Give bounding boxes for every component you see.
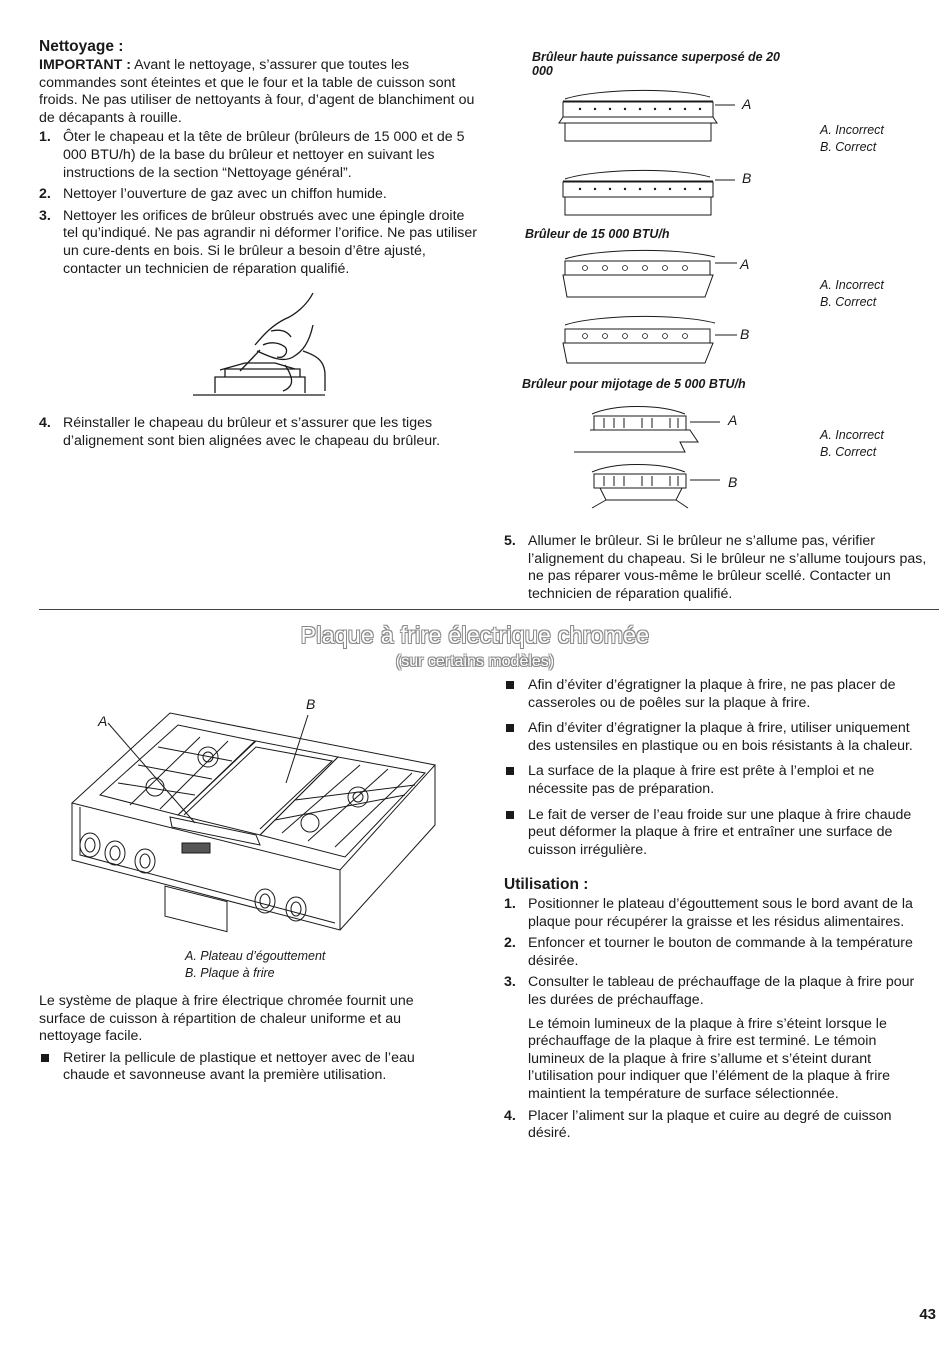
step-text: Ôter le chapeau et la tête de brûleur (brûleurs de 15 000 et de 5 000 BTU/h) de la base du brûleur et nettoyer en suivant les instructions de la section “Nettoyage général”. — [63, 129, 465, 181]
list-item — [504, 974, 936, 1103]
griddle-figure-caption — [185, 948, 325, 982]
burner-15000-legend — [820, 277, 884, 311]
list-item — [39, 1050, 449, 1085]
bullet-text: Afin d’éviter d’égratigner la plaque à frire, ne pas placer de casseroles ou de poêles sur la plaque à frire. — [528, 677, 896, 711]
step-number: 2. — [504, 935, 516, 952]
legend-incorrect: A. Incorrect — [820, 278, 884, 292]
step-number: 3. — [39, 207, 51, 224]
page-number: 43 — [919, 1306, 936, 1323]
legend-correct: B. Correct — [820, 140, 877, 154]
important-label: IMPORTANT : — [39, 57, 131, 73]
burner-20000-label-a: A — [742, 96, 752, 112]
cleaning-step-4 — [39, 415, 479, 454]
list-item — [504, 935, 936, 970]
cleaning-step-5 — [504, 533, 929, 607]
caption-griddle: B. Plaque à frire — [185, 966, 275, 980]
nettoyage-section — [39, 38, 479, 282]
burner-15000-label-a: A — [740, 256, 750, 272]
step-number: 1. — [39, 129, 51, 146]
burner-15000-label-b: B — [740, 326, 750, 342]
utilisation-section — [504, 876, 936, 1147]
list-item — [39, 208, 479, 278]
burner-5000-title: Brûleur pour mijotage de 5 000 BTU/h — [522, 377, 746, 391]
list-item — [39, 186, 479, 204]
legend-correct: B. Correct — [820, 295, 877, 309]
step-text: Allumer le brûleur. Si le brûleur ne s’allume pas, vérifier l’alignement du chapeau. Si le brûleur ne s’allume toujours pas, ne pas réparer vous-même le brûleur scellé. Contacter un technicien de réparation qualifié. — [528, 533, 927, 602]
burner-15000-title: Brûleur de 15 000 BTU/h — [525, 227, 670, 241]
burner-15000-diagram — [555, 245, 755, 375]
burner-5000-label-b: B — [728, 474, 738, 490]
step-text: Consulter le tableau de préchauffage de la plaque à frire pour les durées de préchauffage. — [528, 974, 915, 1008]
important-text: Avant le nettoyage, s’assurer que toutes les commandes sont éteintes et que le four et la table de cuisson sont froids. Ne pas utiliser de nettoyants à four, d’agent de blanchiment ou de décapants à rouille. — [39, 57, 475, 126]
list-item — [504, 896, 936, 931]
list-item — [39, 129, 479, 182]
list-item — [39, 415, 479, 450]
legend-incorrect: A. Incorrect — [820, 123, 884, 137]
step-text: Réinstaller le chapeau du brûleur et s’assurer que les tiges d’alignement sont bien alignées avec le chapeau du brûleur. — [63, 415, 441, 449]
section-subtitle: (sur certains modèles) — [395, 653, 555, 670]
nettoyage-heading: Nettoyage : — [39, 38, 124, 55]
burner-5000-diagram — [570, 400, 740, 520]
griddle-intro — [39, 993, 449, 1089]
bullet-icon — [41, 1054, 49, 1062]
bullet-text: Retirer la pellicule de plastique et nettoyer avec de l’eau chaude et savonneuse avant la première utilisation. — [63, 1049, 415, 1084]
utilisation-steps — [504, 896, 936, 1143]
section-title: Plaque à frire électrique chromée — [300, 622, 650, 648]
griddle-label-b: B — [306, 696, 316, 712]
bullet-text: Afin d’éviter d’égratigner la plaque à frire, utiliser uniquement des ustensiles en plastique ou en bois résistants à la chaleur. — [528, 720, 913, 754]
legend-incorrect: A. Incorrect — [820, 428, 884, 442]
burner-20000-diagram — [555, 85, 755, 225]
legend-correct: B. Correct — [820, 445, 877, 459]
list-item — [504, 1108, 936, 1143]
step-number: 4. — [39, 415, 51, 431]
griddle-label-a: A — [98, 713, 108, 729]
step-text: Placer l’aliment sur la plaque et cuire au degré de cuisson désiré. — [528, 1107, 892, 1142]
step-number: 2. — [39, 186, 51, 203]
step-text: Nettoyer les orifices de brûleur obstrués avec une épingle droite tel qu’indiqué. Ne pas agrandir ni déformer l’orifice. Ne pas utiliser un cure-dents en bois. Si le brûleur a besoin d’être ajusté, contacter un technicien de réparation qualifié. — [63, 207, 478, 277]
burner-5000-label-a: A — [728, 412, 738, 428]
pin-cleaning-illustration — [185, 285, 335, 400]
list-item — [504, 807, 936, 860]
bullet-text: La surface de la plaque à frire est prête à l’emploi et ne nécessite pas de préparation. — [528, 763, 875, 797]
step-text: Nettoyer l’ouverture de gaz avec un chiffon humide. — [63, 186, 387, 203]
bullet-icon — [506, 681, 514, 689]
burner-20000-title: Brûleur haute puissance superposé de 20 000 — [532, 50, 780, 78]
section-divider — [39, 609, 939, 610]
burner-20000-label-b: B — [742, 170, 752, 186]
burner-5000-legend — [820, 427, 884, 461]
important-paragraph — [39, 57, 479, 127]
step-number: 4. — [504, 1107, 516, 1124]
utilisation-heading: Utilisation : — [504, 876, 589, 893]
caption-drip-tray: A. Plateau d’égouttement — [185, 949, 326, 963]
step-number: 5. — [504, 533, 516, 549]
burner-20000-legend — [820, 122, 884, 156]
bullet-icon — [506, 724, 514, 732]
step-number: 1. — [504, 896, 516, 912]
intro-paragraph: Le système de plaque à frire électrique chromée fournit une surface de cuisson à répartition de chaleur uniforme et au nettoyage facile. — [39, 993, 414, 1045]
list-item — [504, 763, 936, 798]
bullet-icon — [506, 767, 514, 775]
list-item — [504, 677, 936, 712]
bullet-text: Le fait de verser de l’eau froide sur une plaque à frire chaude peut déformer la plaque à frire et entraîner une surface de cuisson irrégulière. — [528, 806, 912, 858]
step-note: Le témoin lumineux de la plaque à frire s’éteint lorsque le préchauffage de la plaque à frire est terminé. Le témoin lumineux de la plaque à frire s’allume et s’éteint durant l’utilisation pour indiquer que l’élément de la plaque à frire maintient la température de surface sélectionnée. — [528, 1015, 891, 1102]
step-number: 3. — [504, 974, 516, 991]
griddle-precautions — [504, 677, 936, 867]
cleaning-steps — [39, 129, 479, 278]
step-text: Positionner le plateau d’égouttement sous le bord avant de la plaque pour récupérer la graisse et les résidus alimentaires. — [528, 896, 913, 930]
step-text: Enfoncer et tourner le bouton de commande à la température désirée. — [528, 935, 913, 969]
list-item — [504, 720, 936, 755]
bullet-icon — [506, 811, 514, 819]
list-item — [504, 533, 929, 603]
griddle-cooktop-illustration — [60, 695, 450, 940]
